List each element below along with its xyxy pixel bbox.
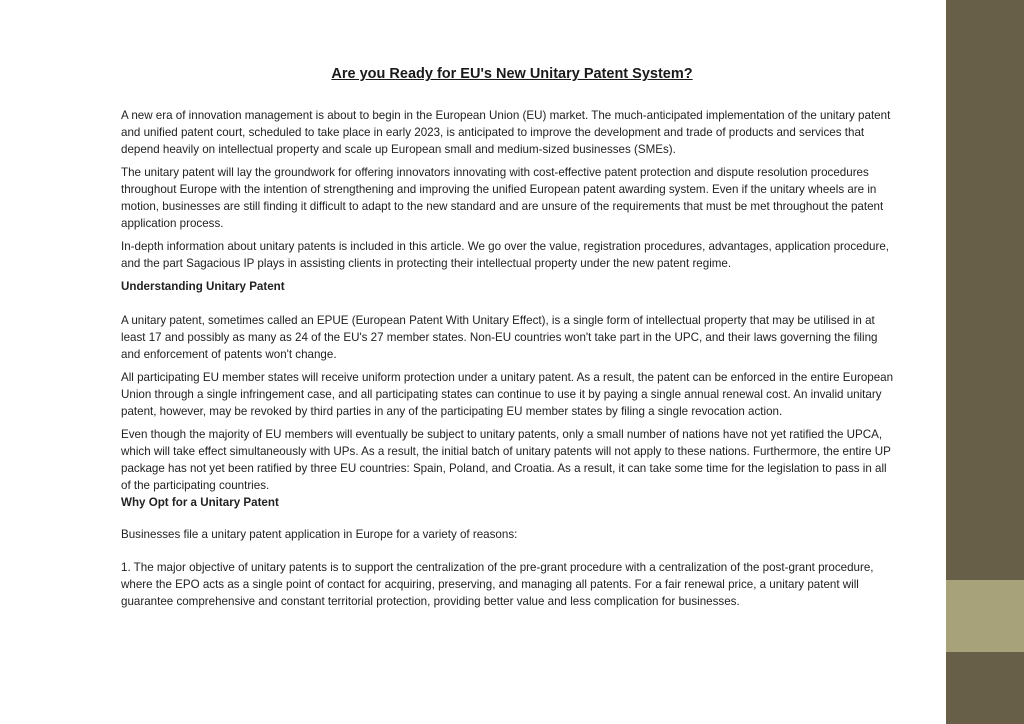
section-heading-why-opt: Why Opt for a Unitary Patent <box>121 496 279 509</box>
paragraph-groundwork: The unitary patent will lay the groundwork for offering innovators innovating with cost-effective patent protection and dispute resolution procedures throughout Europe with the intention of strengthening and improving the unified European patent awarding system. Even if the unitary wheels are in motion, businesses are still finding it difficult to adapt to the new standard and are unsure of the requirements that must be met throughout the patent application process. <box>121 166 884 230</box>
paragraph-reason-1: 1. The major objective of unitary patents is to support the centralization of the pre-grant procedure with a centralization of the post-grant procedure, where the EPO acts as a single point of contact for acquiring, preserving, and managing all patents. For a fair renewal price, a unitary patent will guarantee comprehensive and constant territorial protection, providing better value and less complication for businesses. <box>121 561 874 608</box>
sidebar-band-top <box>946 0 1024 580</box>
paragraph-reasons-intro: Businesses file a unitary patent application in Europe for a variety of reasons: <box>121 528 518 541</box>
paragraph-article-overview: In-depth information about unitary patents is included in this article. We go over the value, registration procedures, advantages, application procedure, and the part Sagacious IP plays in assisting clients in protecting their intellectual property under the new patent regime. <box>121 240 890 270</box>
paragraph-uniform-protection: All participating EU member states will receive uniform protection under a unitary patent. As a result, the patent can be enforced in the entire European Union through a single infringement case, and all participating states can continue to use it by paying a single annual renewal cost. An invalid unitary patent, however, may be revoked by third parties in any of the participating EU member states by filing a single revocation action. <box>121 371 894 418</box>
section-heading-understanding: Understanding Unitary Patent <box>121 280 285 293</box>
paragraph-ratification: Even though the majority of EU members will eventually be subject to unitary patents, only a small number of nations have not yet ratified the UPCA, which will take effect simultaneously with UPs. As a result, the initial batch of unitary patents will not apply to these nations. Furthermore, the entire UP package has not yet been ratified by three EU countries: Spain, Poland, and Croatia. As a result, it can take some time for the legislation to pass in all of the participating countries. <box>121 428 891 492</box>
paragraph-definition: A unitary patent, sometimes called an EPUE (European Patent With Unitary Effect), is a single form of intellectual property that may be utilised in at least 17 and possibly as many as 24 of the EU's 27 member states. Non-EU countries won't take part in the UPC, and their laws governing the filing and enforcement of patents won't change. <box>121 314 878 361</box>
document-body <box>121 107 897 616</box>
paragraph-intro: A new era of innovation management is about to begin in the European Union (EU) market. The much-anticipated implementation of the unitary patent and unified patent court, scheduled to take place in early 2023, is anticipated to improve the development and trade of products and services that depend heavily on intellectual property and scale up European small and medium-sized businesses (SMEs). <box>121 109 891 156</box>
sidebar-band-middle <box>946 580 1024 652</box>
document-title: Are you Ready for EU's New Unitary Patent System? <box>331 66 693 82</box>
sidebar-band-bottom <box>946 652 1024 724</box>
decorative-sidebar <box>946 0 1024 724</box>
